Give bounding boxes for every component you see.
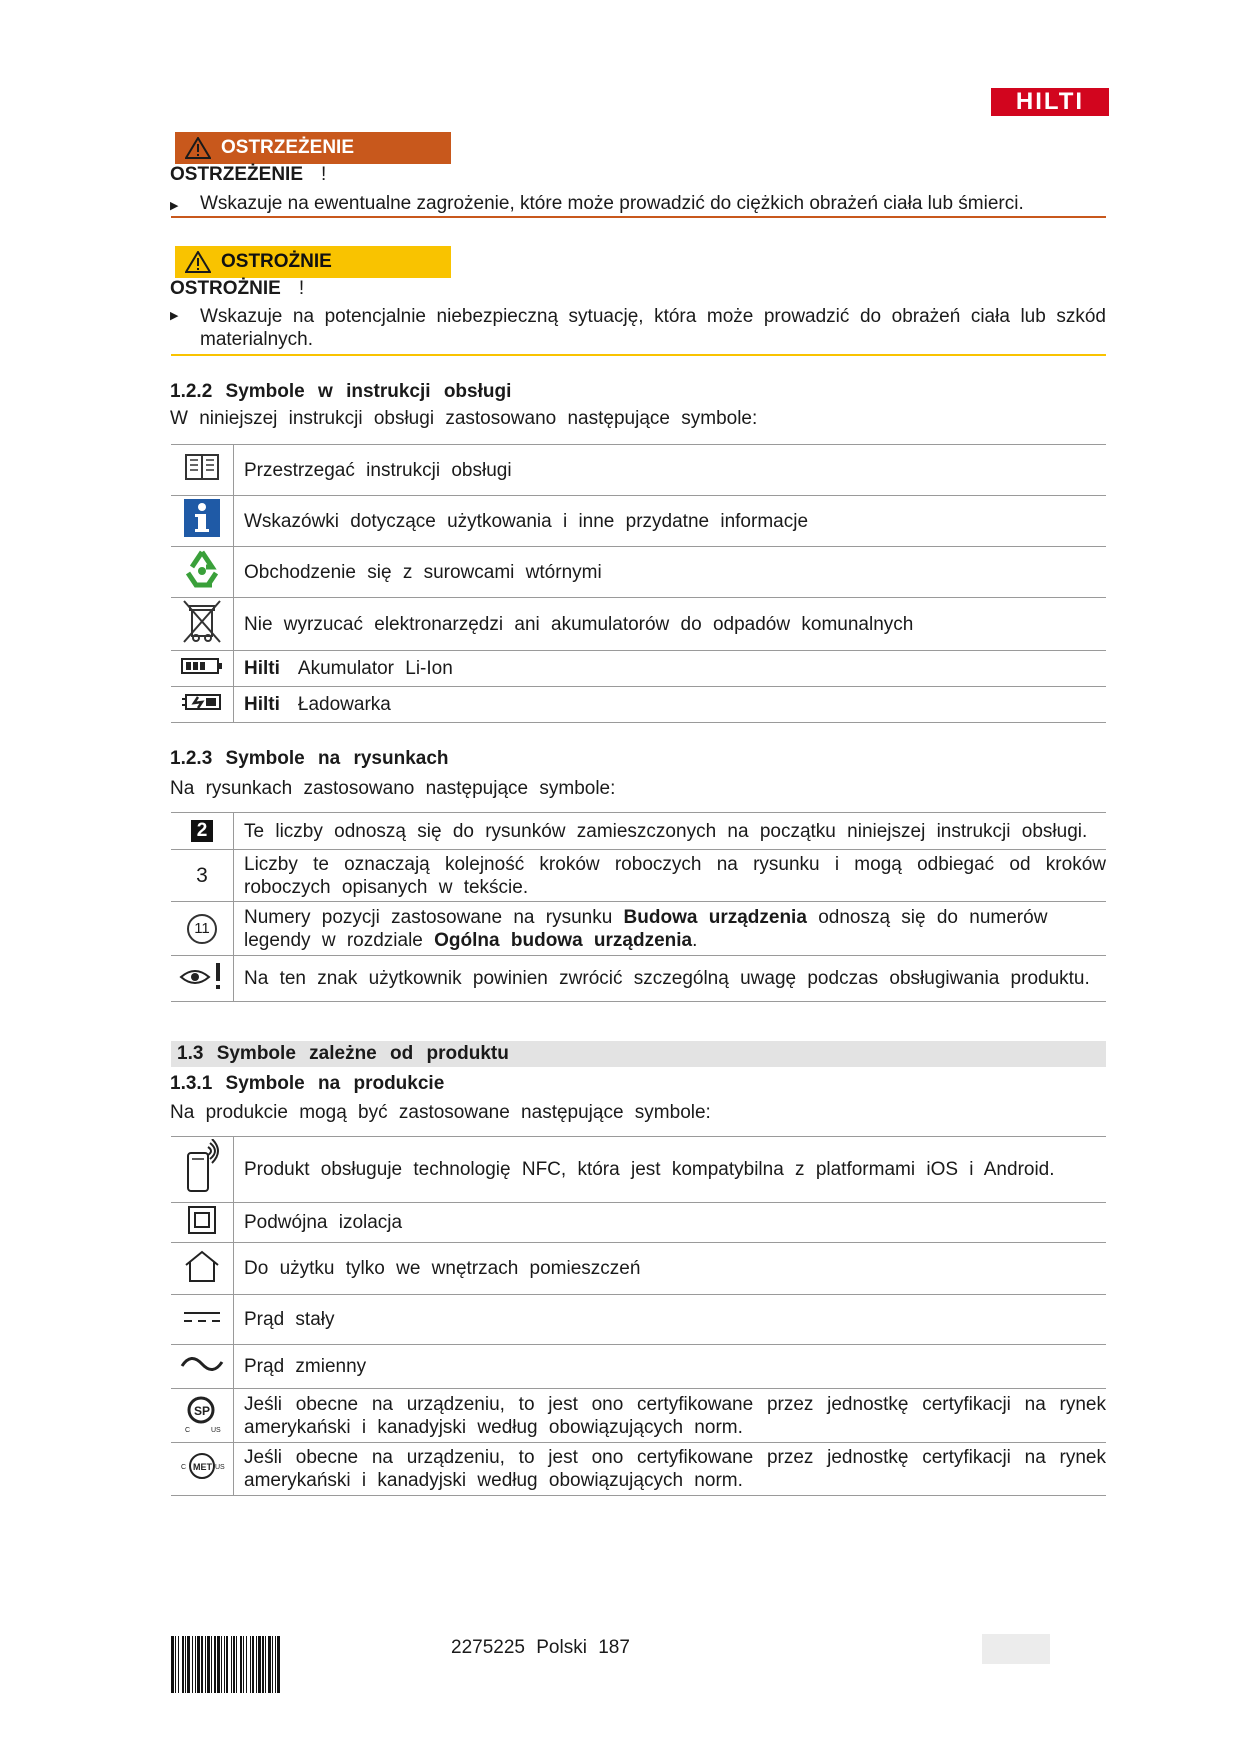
svg-text:SP: SP — [194, 1403, 211, 1418]
table-row — [171, 598, 1106, 651]
table-row — [171, 445, 1106, 496]
item-number-icon: 11 — [171, 902, 234, 956]
row-text: Do użytku tylko we wnętrzach pomieszczeń — [234, 1243, 1107, 1295]
table-row — [171, 1295, 1106, 1345]
bullet-icon: ▶ — [170, 310, 179, 322]
table-row — [171, 687, 1106, 723]
indoor-house-icon — [171, 1243, 234, 1295]
svg-text:C: C — [181, 1464, 187, 1471]
row-text: Numery pozycji zastosowane na rysunku Budowa urządzenia odnoszą się do numerów legendy w rozdziale Ogólna budowa urządzenia. — [234, 902, 1107, 956]
row-text: Prąd stały — [234, 1295, 1107, 1345]
footer-page-info: 2275225 Polski 187 — [451, 1637, 630, 1658]
symbols-table-figures — [171, 812, 1106, 1002]
warning-text: ▶ Wskazuje na ewentualne zagrożenie, które może prowadzić do ciężkich obrażeń ciała lub śmierci. — [170, 192, 1024, 218]
warning-rule — [171, 216, 1106, 218]
bullet-icon: ▶ — [170, 200, 179, 212]
section-intro-1-3-1: Na produkcie mogą być zastosowane następujące symbole: — [170, 1102, 711, 1123]
row-text: Jeśli obecne na urządzeniu, to jest ono certyfikowane przez jednostkę certyfikacji na rynek amerykański i kanadyjski według obowiązujących norm. — [234, 1443, 1107, 1496]
table-row — [171, 956, 1106, 1002]
charger-icon — [171, 687, 234, 723]
table-row — [171, 1137, 1106, 1203]
caution-banner-label: OSTROŻNIE — [221, 251, 332, 272]
footer-grey-box — [982, 1634, 1050, 1664]
section-heading-1-2-3: 1.2.3 Symbole na rysunkach — [170, 748, 449, 769]
met-cert-icon — [171, 1443, 234, 1496]
caution-banner — [175, 246, 451, 278]
nfc-phone-icon — [171, 1137, 234, 1203]
row-text: Prąd zmienny — [234, 1345, 1107, 1389]
svg-text:US: US — [211, 1426, 221, 1434]
table-row — [171, 1345, 1106, 1389]
section-intro-1-2-2: W niniejszej instrukcji obsługi zastosowano następujące symbole: — [170, 408, 758, 429]
alternating-current-icon — [171, 1345, 234, 1389]
warning-banner-label: OSTRZEŻENIE — [221, 137, 355, 158]
warning-banner — [175, 132, 451, 164]
section-intro-1-2-3: Na rysunkach zastosowano następujące symbole: — [170, 778, 616, 799]
battery-icon — [171, 651, 234, 687]
row-text: Hilti Akumulator Li-Ion — [234, 651, 1107, 687]
crossed-bin-icon — [171, 598, 234, 651]
row-text: Na ten znak użytkownik powinien zwrócić szczególną uwagę podczas obsługiwania produktu. — [234, 956, 1107, 1002]
row-text: Podwójna izolacja — [234, 1203, 1107, 1243]
csa-cert-icon — [171, 1389, 234, 1443]
row-text: Wskazówki dotyczące użytkowania i inne przydatne informacje — [234, 496, 1107, 547]
svg-text:US: US — [215, 1464, 225, 1471]
row-text: Produkt obsługuje technologię NFC, która jest kompatybilna z platformami iOS i Android. — [234, 1137, 1107, 1203]
svg-text:C: C — [185, 1426, 191, 1434]
direct-current-icon — [171, 1295, 234, 1345]
section-heading-1-3: 1.3 Symbole zależne od produktu — [171, 1041, 1106, 1067]
row-text: Liczby te oznaczają kolejność kroków roboczych na rysunku i mogą odbiegać od kroków roboczych opisanych w tekście. — [234, 850, 1107, 902]
table-row — [171, 902, 1106, 956]
symbols-table-manual — [171, 444, 1106, 723]
svg-text:MET: MET — [193, 1462, 212, 1472]
figure-number-icon: 2 — [171, 813, 234, 850]
table-row — [171, 651, 1106, 687]
barcode — [171, 1636, 429, 1693]
row-text: Przestrzegać instrukcji obsługi — [234, 445, 1107, 496]
double-insulation-icon — [171, 1203, 234, 1243]
warning-title: OSTRZEŻENIE ! — [170, 164, 327, 185]
hilti-logo: HILTI — [991, 88, 1109, 116]
manual-book-icon — [171, 445, 234, 496]
caution-rule — [171, 354, 1106, 356]
warning-triangle-icon — [185, 251, 211, 273]
table-row — [171, 1243, 1106, 1295]
table-row — [171, 547, 1106, 598]
row-text: Te liczby odnoszą się do rysunków zamieszczonych na początku niniejszej instrukcji obsługi. — [234, 813, 1107, 850]
barcode-bar — [280, 1636, 282, 1693]
symbols-table-product — [171, 1136, 1106, 1496]
recycle-icon — [171, 547, 234, 598]
section-heading-1-3-1: 1.3.1 Symbole na produkcie — [170, 1073, 445, 1094]
table-row — [171, 1443, 1106, 1496]
info-icon — [171, 496, 234, 547]
section-heading-1-2-2: 1.2.2 Symbole w instrukcji obsługi — [170, 381, 512, 402]
table-row — [171, 1389, 1106, 1443]
row-text: Jeśli obecne na urządzeniu, to jest ono certyfikowane przez jednostkę certyfikacji na rynek amerykański i kanadyjski według obowiązujących norm. — [234, 1389, 1107, 1443]
table-row — [171, 850, 1106, 902]
caution-text: ▶ Wskazuje na potencjalnie niebezpieczną sytuację, która może prowadzić do obrażeń ciała lub szkód materialnych. — [170, 306, 1106, 350]
step-number-icon: 3 — [171, 850, 234, 902]
table-row — [171, 813, 1106, 850]
table-row — [171, 496, 1106, 547]
caution-title: OSTROŻNIE ! — [170, 278, 305, 299]
row-text: Hilti Ładowarka — [234, 687, 1107, 723]
row-text: Nie wyrzucać elektronarzędzi ani akumulatorów do odpadów komunalnych — [234, 598, 1107, 651]
attention-eye-icon — [171, 956, 234, 1002]
warning-triangle-icon — [185, 137, 211, 159]
row-text: Obchodzenie się z surowcami wtórnymi — [234, 547, 1107, 598]
table-row — [171, 1203, 1106, 1243]
